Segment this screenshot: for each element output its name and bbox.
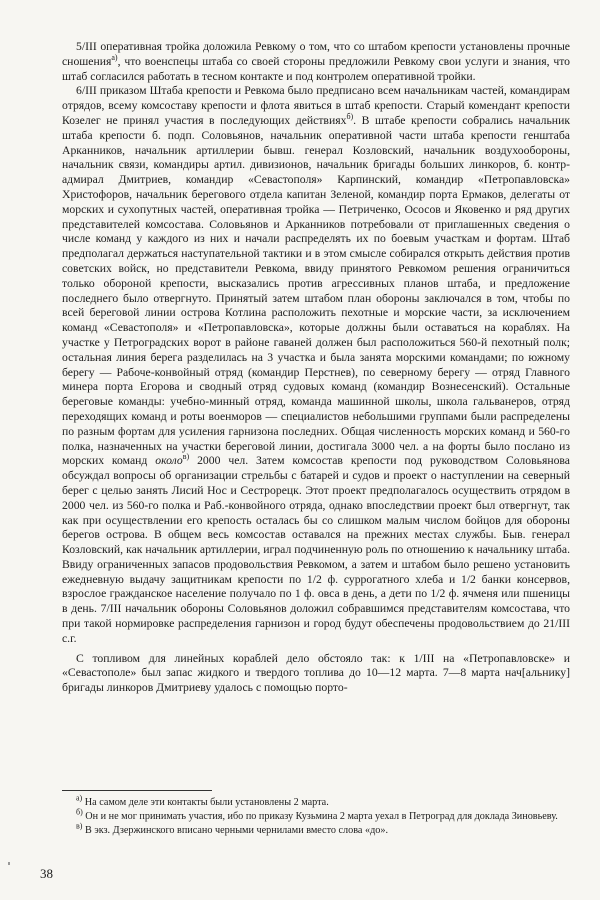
- paragraph-2: [62, 84, 570, 646]
- footnote-divider: [62, 790, 212, 791]
- paragraph-2-text: 6/III приказом Штаба крепости и Ревкома было предписано всем начальникам частей, командирам отрядов, всему комсоставу крепости и флота явиться в штаб крепости. Старый комендант крепости Козелег не принял участия в последующих действиях: [62, 84, 570, 127]
- footnote-b: [62, 807, 570, 823]
- paragraph-1: [62, 40, 570, 84]
- footnote-marker: б): [76, 807, 83, 817]
- footnote-marker: а): [76, 793, 83, 803]
- paragraph-1-text: 5/III оперативная тройка доложила Ревкому о том, что со штабом крепости установлены прочные сношения: [62, 40, 570, 68]
- footnote-text: Он и не мог принимать участия, ибо по приказу Кузьмина 2 марта уехал в Петроград для доклада Зиновьеву.: [82, 811, 558, 822]
- paragraph-2-okolo: около: [155, 454, 183, 468]
- paragraph-2-tail: 2000 чел. Затем комсостав крепости под руководством Соловьянова обсуждал вопросы об организации стрельбы с батарей и судов и проект о наступлении на северный берег с целью занять Лисий Нос и Сестрорецк. Этот проект предполагалось осуществить отрядом в 2000 чел. из 560-го полка и Раб.-конвойного отряда, однако впоследствии проект был отвергнут, так как при осуществлении его крепость осталась бы со слишком малым числом бойцов для обороны берегов острова. В общем весь комсостав оставался на прежних местах службы. Быв. генерал Козловский, как начальник артиллерии, играл подчиненную роль по отношению к начальнику штаба. Ввиду ограниченных запасов продовольствия Ревкомом, а затем и штабом было решено установить ежедневную выдачу защитникам крепости по 1/2 ф. суррогатного хлеба и 1/2 банки консервов, взрослое гражданское население получало по 1 ф. овса в день, а дети по 1/2 ф. ячменя или пшеницы в день. 7/III начальник обороны Соловьянов доложил собравшимся представителям комсостава, что при такой нормировке распределения гарнизон и город будут обеспечены продовольствием до 21/III с.г.: [62, 454, 570, 645]
- footnote-text: На самом деле эти контакты были установлены 2 марта.: [82, 797, 329, 808]
- footnote-v: [62, 821, 570, 837]
- footnote-marker: в): [76, 821, 83, 831]
- footnote-ref-a[interactable]: а): [111, 52, 118, 62]
- paragraph-3-text: С топливом для линейных кораблей дело обстояло так: к 1/III на «Петропавловске» и «Севастополе» был запас жидкого и твердого топлива до 10—12 марта. 7—8 марта нач[альнику] бригады линкоров Дмитриеву удалось с помощью порто-: [62, 651, 570, 695]
- page-body: [62, 40, 570, 696]
- paragraph-2-rest: . В штабе крепости собрались начальник штаба крепости б. подп. Соловьянов, начальник оперативной части штаба крепости генштаба Арканников, начальник артиллерии бывш. генерал Козловский, начальник воздухообороны, начальник связи, командиры артил. дивизионов, начальник бригады больших линкоров, б. контр-адмирал Дмитриев, командир «Севастополя» Карпинский, командир «Петропавловска» Христофоров, начальник берегового отдела капитан Зеленой, командир порта Ермаков, делегаты от морских и сухопутных частей, оперативная тройка — Петриченко, Ососов и Яковенко и ряд других представителей комсостава. Соловьянов и Арканников потребовали от приглашенных сведения о числе команд у каждого из них и начали распределять их по боевым участкам и фортам. Штаб предполагал держаться наступательной тактики и в этом смысле собирался открыть действия против советских войск, но представители Ревкома, ввиду принятого Ревкомом решения ограничиться только обороной крепости, высказались против агрессивных планов штаба, и предложение последнего было отвергнуто. Принятый затем штабом план обороны заключался в том, чтобы по всей береговой линии острова Котлина расположить пехотные и морские части, за исключением команд «Севастополя» и «Петропавловска», которые должны были оставаться на кораблях. На участке у Петроградских ворот в районе гаваней должен был расположиться 560-й пехотный полк; остальная линия берега разделилась на 3 участка и была занята морскими командами; по южному берегу — Рабоче-конвойный отряд (командир Перстнев), по северному берегу — отряд Главного минера порта Егорова и сводный отряд судовых команд (командир Вознесенский). Остальные береговые команды: учебно-минный отряд, команда машинной школы, школа гальванеров, отряд переходящих команд и роты военморов — специалистов небольшими группами были распределены по разным фортам для усиления гарнизона последних. Общая численность морских команд и 560-го полка, назначенных на участки береговой линии, достигала 3000 чел. а на форты было послано из морских команд: [62, 113, 570, 468]
- footnote-ref-v[interactable]: в): [182, 452, 190, 462]
- footnotes: [62, 790, 570, 837]
- scan-speck: [8, 862, 10, 865]
- footnote-ref-b[interactable]: б): [346, 112, 354, 122]
- page-number: 38: [40, 866, 53, 881]
- paragraph-3: [62, 652, 570, 696]
- paragraph-1-rest: , что военспецы штаба со своей стороны предложили Ревкому свои услуги и знания, что штаб согласился работать в тесном контакте и под контролем оперативной тройки.: [62, 54, 570, 83]
- footnote-text: В экз. Дзержинского вписано черными чернилами вместо слова «до».: [82, 825, 388, 836]
- footnote-a: [62, 793, 570, 809]
